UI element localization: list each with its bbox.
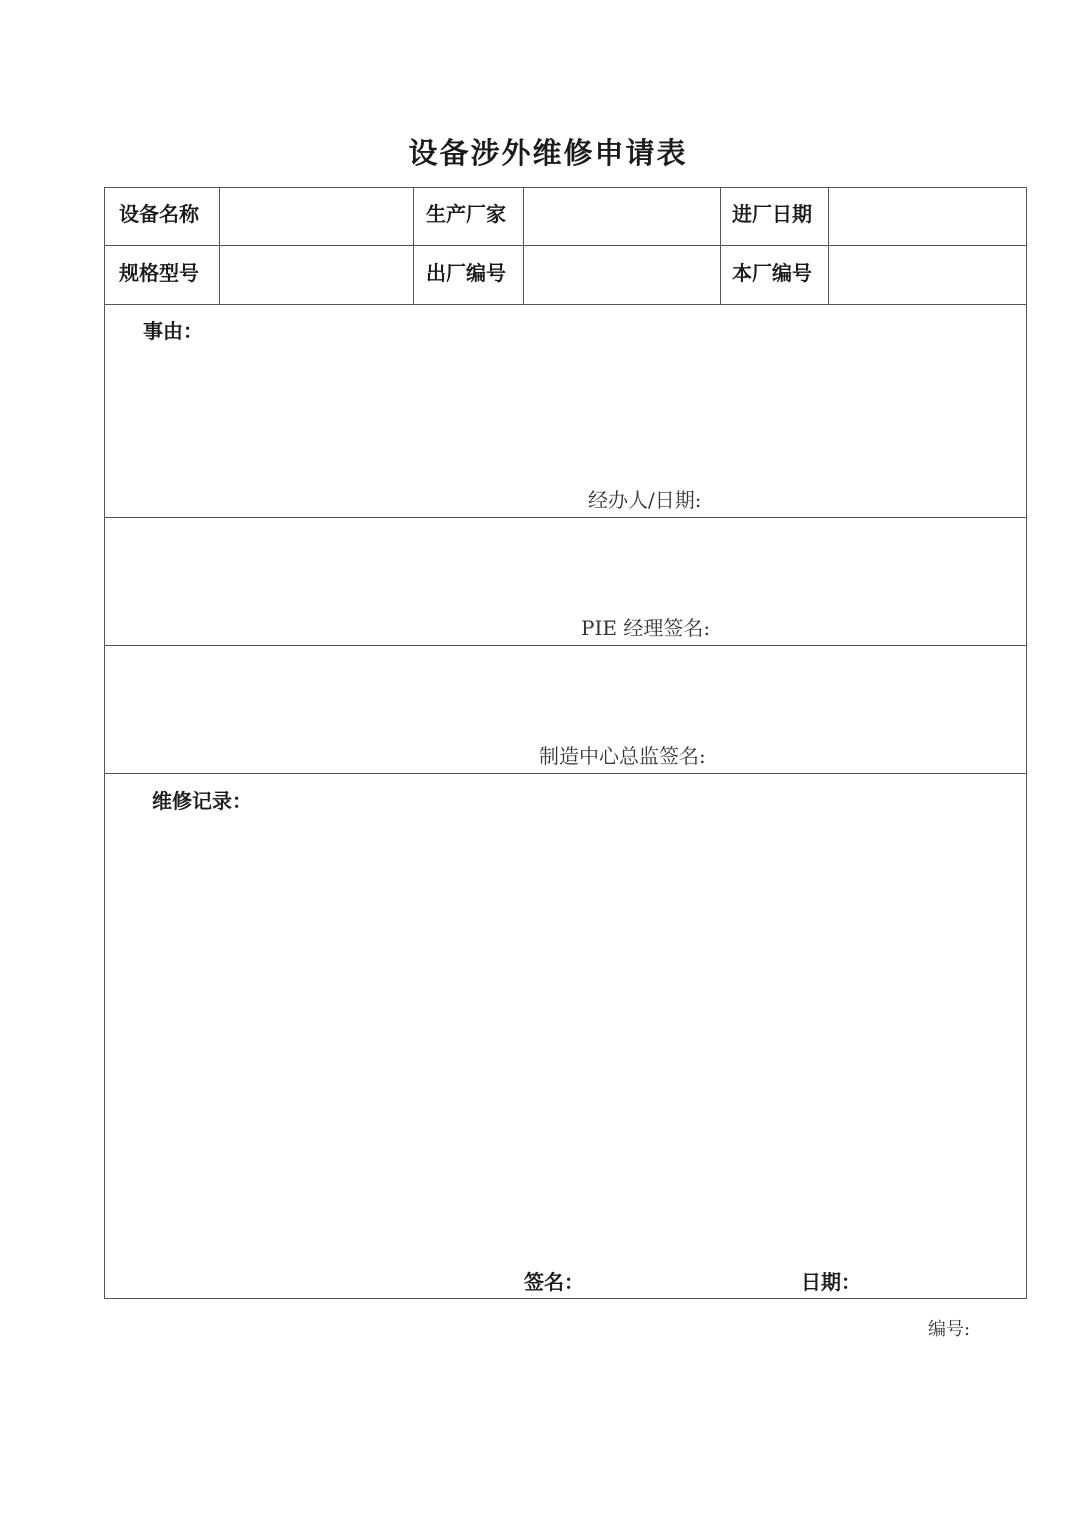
form-table <box>104 187 1027 1299</box>
handler-date-signature-label: 经办人/日期: <box>588 488 702 512</box>
serial-number-field[interactable] <box>524 246 720 304</box>
repair-sign-label: 签名： <box>524 1270 584 1294</box>
equipment-name-label: 设备名称 <box>119 202 199 226</box>
entry-date-field[interactable] <box>829 188 1027 245</box>
pie-manager-signature-label: PIE 经理签名: <box>581 616 711 640</box>
repair-date-label: 日期： <box>801 1270 861 1294</box>
director-signature-label: 制造中心总监签名: <box>539 744 706 768</box>
row-divider <box>105 773 1026 774</box>
row-divider <box>105 645 1026 646</box>
equipment-name-field[interactable] <box>220 188 413 245</box>
column-divider <box>413 188 414 304</box>
row-divider <box>105 517 1026 518</box>
reason-label: 事由： <box>143 319 203 343</box>
plant-number-field[interactable] <box>829 246 1027 304</box>
model-spec-label: 规格型号 <box>119 261 199 285</box>
row-divider <box>105 304 1026 305</box>
entry-date-label: 进厂日期 <box>732 202 812 226</box>
document-number-label: 编号: <box>928 1319 971 1340</box>
serial-number-label: 出厂编号 <box>426 261 506 285</box>
manufacturer-field[interactable] <box>524 188 720 245</box>
column-divider <box>720 188 721 304</box>
form-title: 设备涉外维修申请表 <box>408 136 688 170</box>
model-spec-field[interactable] <box>220 246 413 304</box>
repair-record-label: 维修记录： <box>152 789 252 813</box>
plant-number-label: 本厂编号 <box>732 261 812 285</box>
manufacturer-label: 生产厂家 <box>426 202 506 226</box>
